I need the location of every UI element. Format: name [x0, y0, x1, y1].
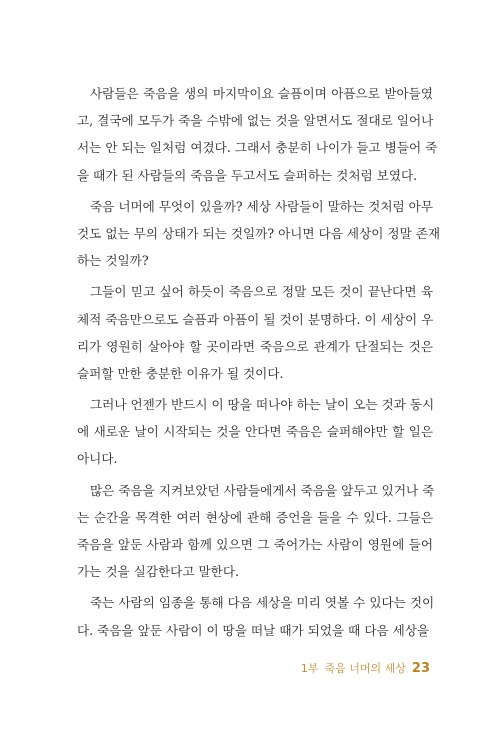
- text-line: 그러나 언젠가 반드시 이 땅을 떠나야 하는 날이 오는 것과 동시: [90, 397, 435, 413]
- footer-chapter: 1부: [300, 662, 319, 675]
- text-line: 죽는 사람의 임종을 통해 다음 세상을 미리 엿볼 수 있다는 것이: [90, 595, 435, 611]
- text-line: 죽음을 앞둔 사람과 함께 있으면 그 죽어가는 사람이 영원에 들어: [77, 537, 433, 552]
- body-text: [77, 80, 441, 644]
- text-line: 다. 죽음을 앞둔 사람이 이 땅을 떠날 때가 되었을 때 다음 세상을: [77, 622, 430, 638]
- text-line: 가는 것을 실감한다고 말한다.: [77, 564, 239, 580]
- text-line: 을 때가 된 사람들의 죽음을 두고서도 슬퍼하는 것처럼 보였다.: [77, 167, 418, 183]
- footer-section-title: 죽음 너머의 세상: [324, 662, 406, 675]
- paragraph: [77, 278, 433, 387]
- paragraph: [77, 80, 438, 189]
- text-line: 하는 것일까?: [77, 253, 149, 269]
- text-line: 에 새로운 날이 시작되는 것을 안다면 죽음은 슬퍼해야만 할 일은: [77, 424, 433, 440]
- paragraph: [77, 589, 433, 643]
- paragraph: [77, 477, 433, 586]
- page-number: 23: [411, 661, 430, 676]
- paragraph: [77, 193, 441, 275]
- text-line: 는 순간을 목격한 여러 현상에 관해 증언을 들을 수 있다. 그들은: [77, 509, 433, 525]
- text-line: 리가 영원히 살아야 할 곳이라면 죽음으로 관계가 단절되는 것은: [77, 338, 433, 354]
- text-line: 것도 없는 무의 상태가 되는 것일까? 아니면 다음 세상이 정말 존재: [77, 225, 441, 241]
- text-line: 고, 결국에 모두가 죽을 수밖에 없는 것을 알면서도 절대로 일어나: [77, 113, 434, 129]
- text-line: 많은 죽음을 지켜보았던 사람들에게서 죽음을 앞두고 있거나 죽: [90, 482, 435, 498]
- text-line: 사람들은 죽음을 생의 마지막이요 슬픔이며 아픔으로 받아들였: [90, 86, 433, 101]
- text-line: 서는 안 되는 일처럼 여겼다. 그래서 충분히 나이가 들고 병들어 죽: [77, 140, 438, 156]
- text-line: 체적 죽음만으로도 슬픔과 아픔이 될 것이 분명하다. 이 세상이 우: [77, 311, 434, 327]
- text-line: 그들이 믿고 싶어 하듯이 죽음으로 정말 모든 것이 끝난다면 육: [90, 284, 433, 300]
- text-line: 아니다.: [77, 451, 118, 467]
- paragraph: [77, 391, 433, 473]
- text-line: 죽음 너머에 무엇이 있을까? 세상 사람들이 말하는 것처럼 아무: [90, 198, 433, 214]
- running-footer: [301, 660, 430, 676]
- text-line: 슬퍼할 만한 충분한 이유가 될 것이다.: [77, 365, 284, 381]
